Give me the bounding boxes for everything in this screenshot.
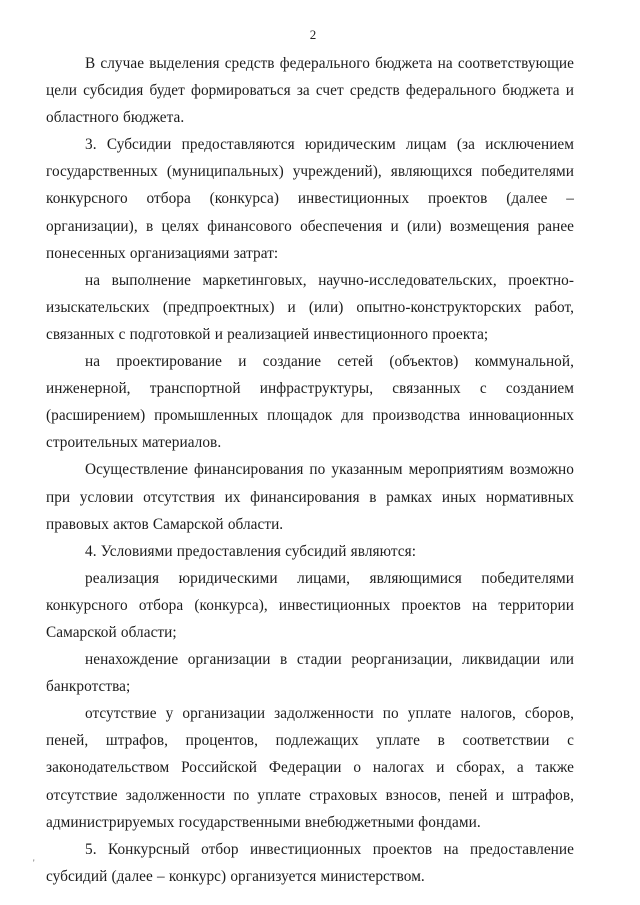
- paragraph-item-3-subsidies: 3. Субсидии предоставляются юридическим лицам (за исключением государственных (муниципальных) учреждений), являющихся победителями конкурсного отбора (конкурса) инвестиционных проектов (далее – организации), в целях финансового обеспечения и (или) возмещения ранее понесенных организациями затрат:: [46, 136, 574, 262]
- paragraph-financing-condition: Осуществление финансирования по указанным мероприятиям возможно при условии отсутствия их финансирования в рамках иных нормативных правовых актов Самарской области.: [46, 461, 574, 533]
- margin-mark: ': [33, 858, 35, 868]
- paragraph-item-4-conditions: 4. Условиями предоставления субсидий являются:: [85, 542, 417, 560]
- document-body: [46, 50, 574, 890]
- paragraph-federal-budget: В случае выделения средств федерального бюджета на соответствующие цели субсидия будет формироваться за счет средств федерального бюджета и областного бюджета.: [46, 55, 574, 127]
- page-number: 2: [309, 27, 317, 42]
- paragraph-no-reorganization: ненахождение организации в стадии реорганизации, ликвидации или банкротства;: [46, 651, 574, 696]
- paragraph-infrastructure: на проектирование и создание сетей (объектов) коммунальной, инженерной, транспортной инфраструктуры, связанных с созданием (расширением) промышленных площадок для производства инновационных строительных материалов.: [46, 353, 574, 452]
- paragraph-item-5-competition: 5. Конкурсный отбор инвестиционных проектов на предоставление субсидий (далее – конкурс) организуется министерством.: [46, 840, 574, 885]
- paragraph-marketing-research: на выполнение маркетинговых, научно-исследовательских, проектно-изыскательских (предпроектных) и (или) опытно-конструкторских работ, связанных с подготовкой и реализацией инвестиционного проекта;: [46, 271, 574, 343]
- paragraph-project-implementation: реализация юридическими лицами, являющимися победителями конкурсного отбора (конкурса), инвестиционных проектов на территории Самарской области;: [46, 569, 574, 641]
- paragraph-no-tax-debt: отсутствие у организации задолженности по уплате налогов, сборов, пеней, штрафов, процентов, подлежащих уплате в соответствии с законодательством Российской Федерации о налогах и сборах, а также отсутствие задолженности по уплате страховых взносов, пеней и штрафов, администрируемых государственными внебюджетными фондами.: [46, 705, 574, 831]
